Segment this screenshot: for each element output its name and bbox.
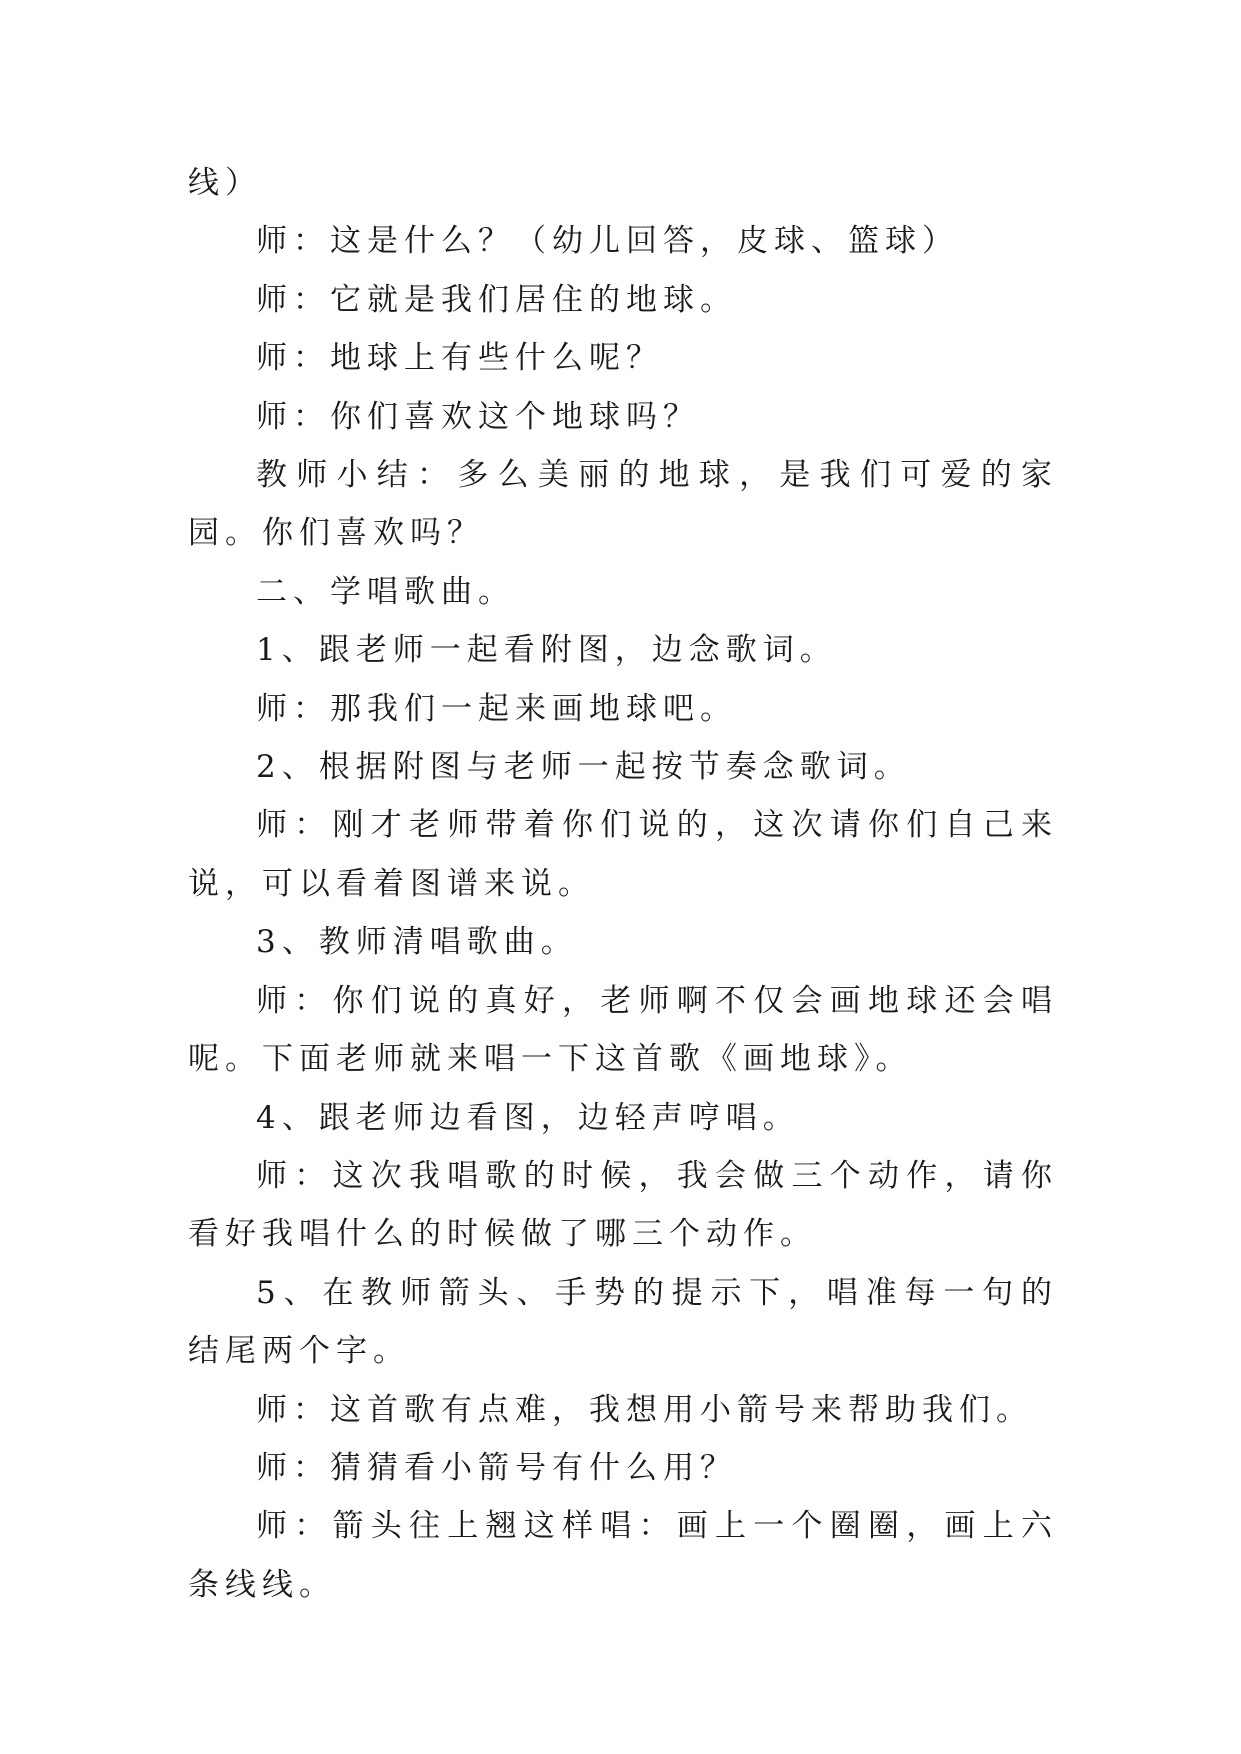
step-item: 3、教师清唱歌曲。: [256, 924, 578, 961]
paragraph: 师：这首歌有点难，我想用小箭号来帮助我们。: [256, 1391, 1033, 1428]
section-heading: 二、学唱歌曲。: [256, 573, 515, 610]
paragraph: 师：那我们一起来画地球吧。: [256, 690, 737, 727]
paragraph: 师：箭头往上翘这样唱：画上一个圈圈，画上六条线线。: [188, 1508, 1058, 1603]
document-body: [188, 154, 1058, 1614]
paragraph: 师：这次我唱歌的时候，我会做三个动作，请你看好我唱什么的时候做了哪三个动作。: [188, 1157, 1058, 1253]
step-item: 2、根据附图与老师一起按节奏念歌词。: [256, 749, 911, 786]
step-item: 5、在教师箭头、手势的提示下，唱准每一句的结尾两个字。: [188, 1274, 1058, 1370]
paragraph: 师：地球上有些什么呢？: [256, 340, 663, 377]
paragraph: 师：刚才老师带着你们说的，这次请你们自己来说，可以看着图谱来说。: [188, 807, 1058, 902]
paragraph: 教师小结：多么美丽的地球，是我们可爱的家园。你们喜欢吗？: [188, 457, 1058, 552]
step-item: 1、跟老师一起看附图，边念歌词。: [256, 632, 837, 669]
paragraph: 师：猜猜看小箭号有什么用？: [256, 1449, 737, 1486]
paragraph: 师：你们喜欢这个地球吗？: [256, 398, 700, 435]
paragraph: 师：它就是我们居住的地球。: [256, 281, 737, 318]
paragraph: 师：这是什么？（幼儿回答，皮球、篮球）: [256, 223, 959, 260]
step-item: 4、跟老师边看图，边轻声哼唱。: [256, 1099, 800, 1136]
paragraph: 师：你们说的真好，老师啊不仅会画地球还会唱呢。下面老师就来唱一下这首歌《画地球》。: [188, 982, 1058, 1078]
paragraph: 线）: [188, 165, 262, 201]
